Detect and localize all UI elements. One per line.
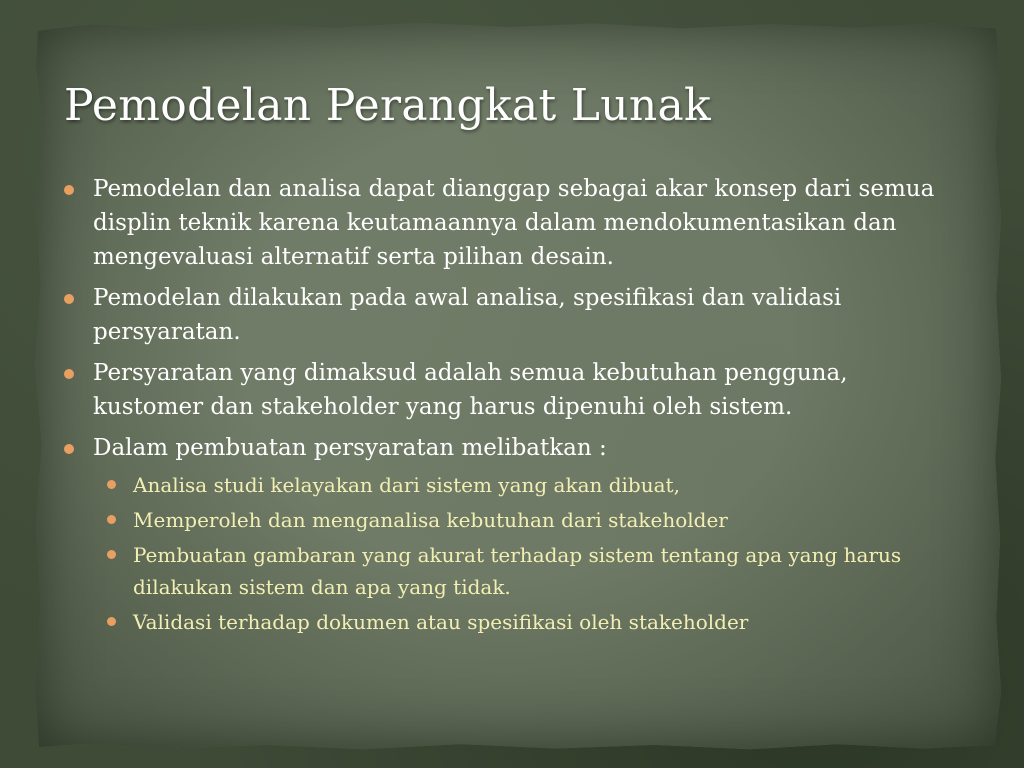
sub-bullet-item [105, 469, 962, 501]
sub-bullet-item [105, 504, 962, 536]
sub-bullet-list [105, 469, 962, 638]
sub-bullet-text: Validasi terhadap dokumen atau spesifikasi oleh stakeholder [133, 610, 749, 634]
bullet-dot-icon [64, 185, 74, 195]
bullet-text: Persyaratan yang dimaksud adalah semua kebutuhan pengguna, kustomer dan stakeholder yang harus dipenuhi oleh sistem. [93, 360, 848, 420]
bullet-text: Dalam pembuatan persyaratan melibatkan : [93, 435, 607, 461]
sub-bullet-item [105, 606, 962, 638]
bullet-item [62, 281, 962, 349]
bullet-item [62, 356, 962, 424]
sub-bullet-dot-icon [107, 480, 116, 489]
slide-content [62, 172, 962, 645]
sub-bullet-item [105, 539, 962, 603]
bullet-text: Pemodelan dan analisa dapat dianggap sebagai akar konsep dari semua displin teknik karena keutamaannya dalam mendokumentasikan dan mengevaluasi alternatif serta pilihan desain. [93, 176, 935, 270]
bullet-dot-icon [64, 369, 74, 379]
bullet-item [62, 431, 962, 638]
sub-bullet-dot-icon [107, 550, 116, 559]
sub-bullet-text: Memperoleh dan menganalisa kebutuhan dari stakeholder [133, 508, 728, 532]
sub-bullet-text: Analisa studi kelayakan dari sistem yang akan dibuat, [133, 473, 680, 497]
bullet-list [62, 172, 962, 638]
bullet-dot-icon [64, 294, 74, 304]
bullet-text: Pemodelan dilakukan pada awal analisa, spesifikasi dan validasi persyaratan. [93, 285, 842, 345]
bullet-dot-icon [64, 444, 74, 454]
slide-title: Pemodelan Perangkat Lunak [64, 80, 712, 131]
sub-bullet-dot-icon [107, 515, 116, 524]
sub-bullet-text: Pembuatan gambaran yang akurat terhadap sistem tentang apa yang harus dilakukan sistem dan apa yang tidak. [133, 543, 902, 599]
bullet-item [62, 172, 962, 274]
sub-bullet-dot-icon [107, 617, 116, 626]
